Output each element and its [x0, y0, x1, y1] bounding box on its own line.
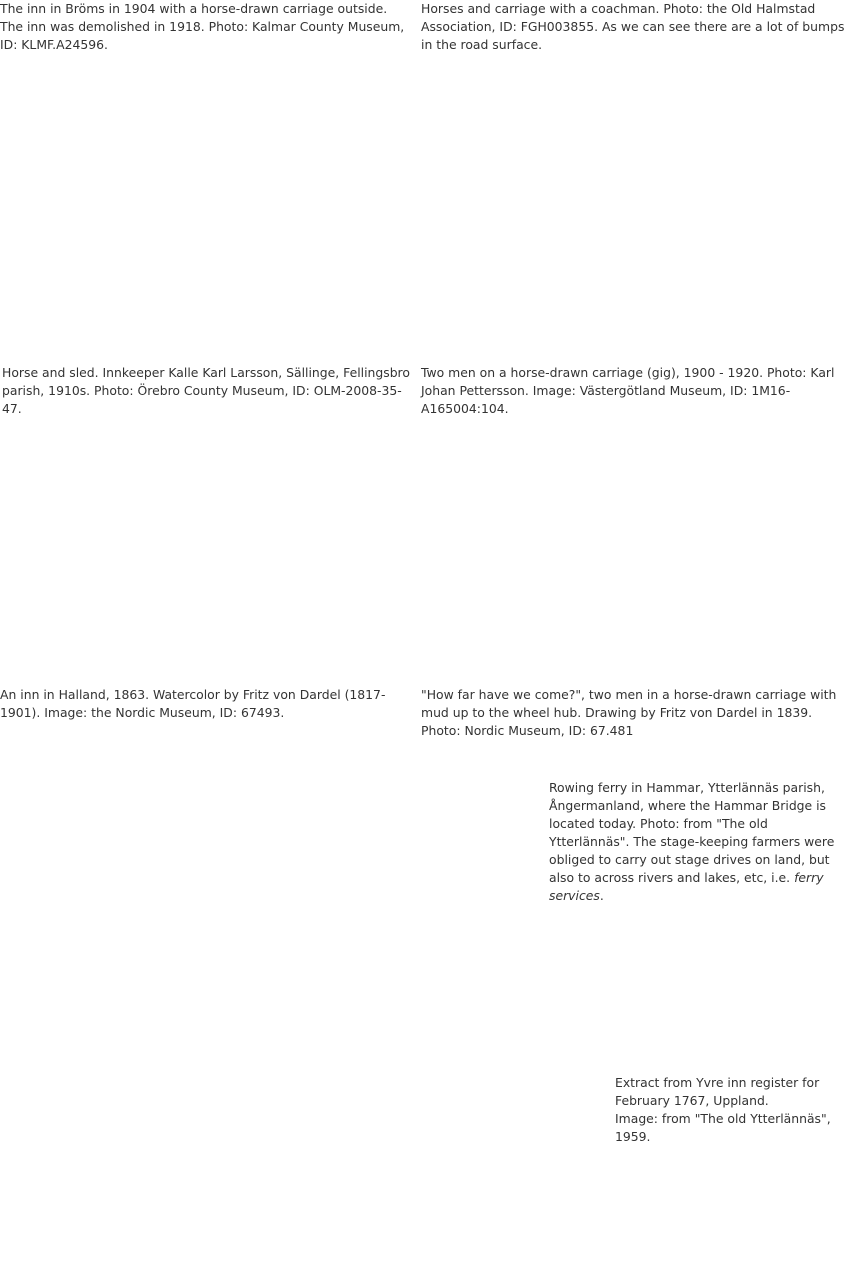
caption-inn-halland: An inn in Halland, 1863. Watercolor by Fritz von Dardel (1817-1901). Image: the Nordic Museum, ID: 67493.	[0, 687, 386, 720]
caption-yvre-register-line2: Image: from "The old Ytterlännäs", 1959.	[615, 1111, 831, 1144]
caption-yvre-register-line1: Extract from Yvre inn register for February 1767, Uppland.	[615, 1075, 820, 1108]
caption-rowing-ferry	[549, 779, 851, 905]
caption-how-far-line2: Photo: Nordic Museum, ID: 67.481	[421, 723, 634, 738]
caption-horse-sled: Horse and sled. Innkeeper Kalle Karl Larsson, Sällinge, Fellingsbro parish, 1910s. Photo: Örebro County Museum, ID: OLM-2008-35-47.	[2, 365, 410, 416]
caption-how-far-line1: "How far have we come?", two men in a horse-drawn carriage with mud up to the wheel hub. Drawing by Fritz von Dardel in 1839.	[421, 687, 837, 720]
caption-horses-coachman: Horses and carriage with a coachman. Photo: the Old Halmstad Association, ID: FGH003855. As we can see there are a lot of bumps in the road surface.	[421, 1, 845, 52]
caption-broms-inn: The inn in Bröms in 1904 with a horse-drawn carriage outside. The inn was demolished in 1918. Photo: Kalmar County Museum, ID: KLMF.A24596.	[0, 1, 405, 52]
caption-yvre-register	[615, 1074, 843, 1146]
caption-rowing-ferry-emphasis: ferry services	[549, 870, 824, 903]
caption-rowing-ferry-text: Rowing ferry in Hammar, Ytterlännäs parish, Ångermanland, where the Hammar Bridge is located today. Photo: from "The old Ytterlännäs". The stage-keeping farmers were obliged to carry out stage drives on land, but also to across rivers and lakes, etc, i.e.	[549, 780, 835, 885]
caption-rowing-ferry-tail: .	[599, 888, 604, 903]
caption-how-far	[421, 686, 849, 740]
caption-two-men-gig: Two men on a horse-drawn carriage (gig), 1900 - 1920. Photo: Karl Johan Pettersson. Image: Västergötland Museum, ID: 1M16-A165004:104.	[421, 365, 835, 416]
